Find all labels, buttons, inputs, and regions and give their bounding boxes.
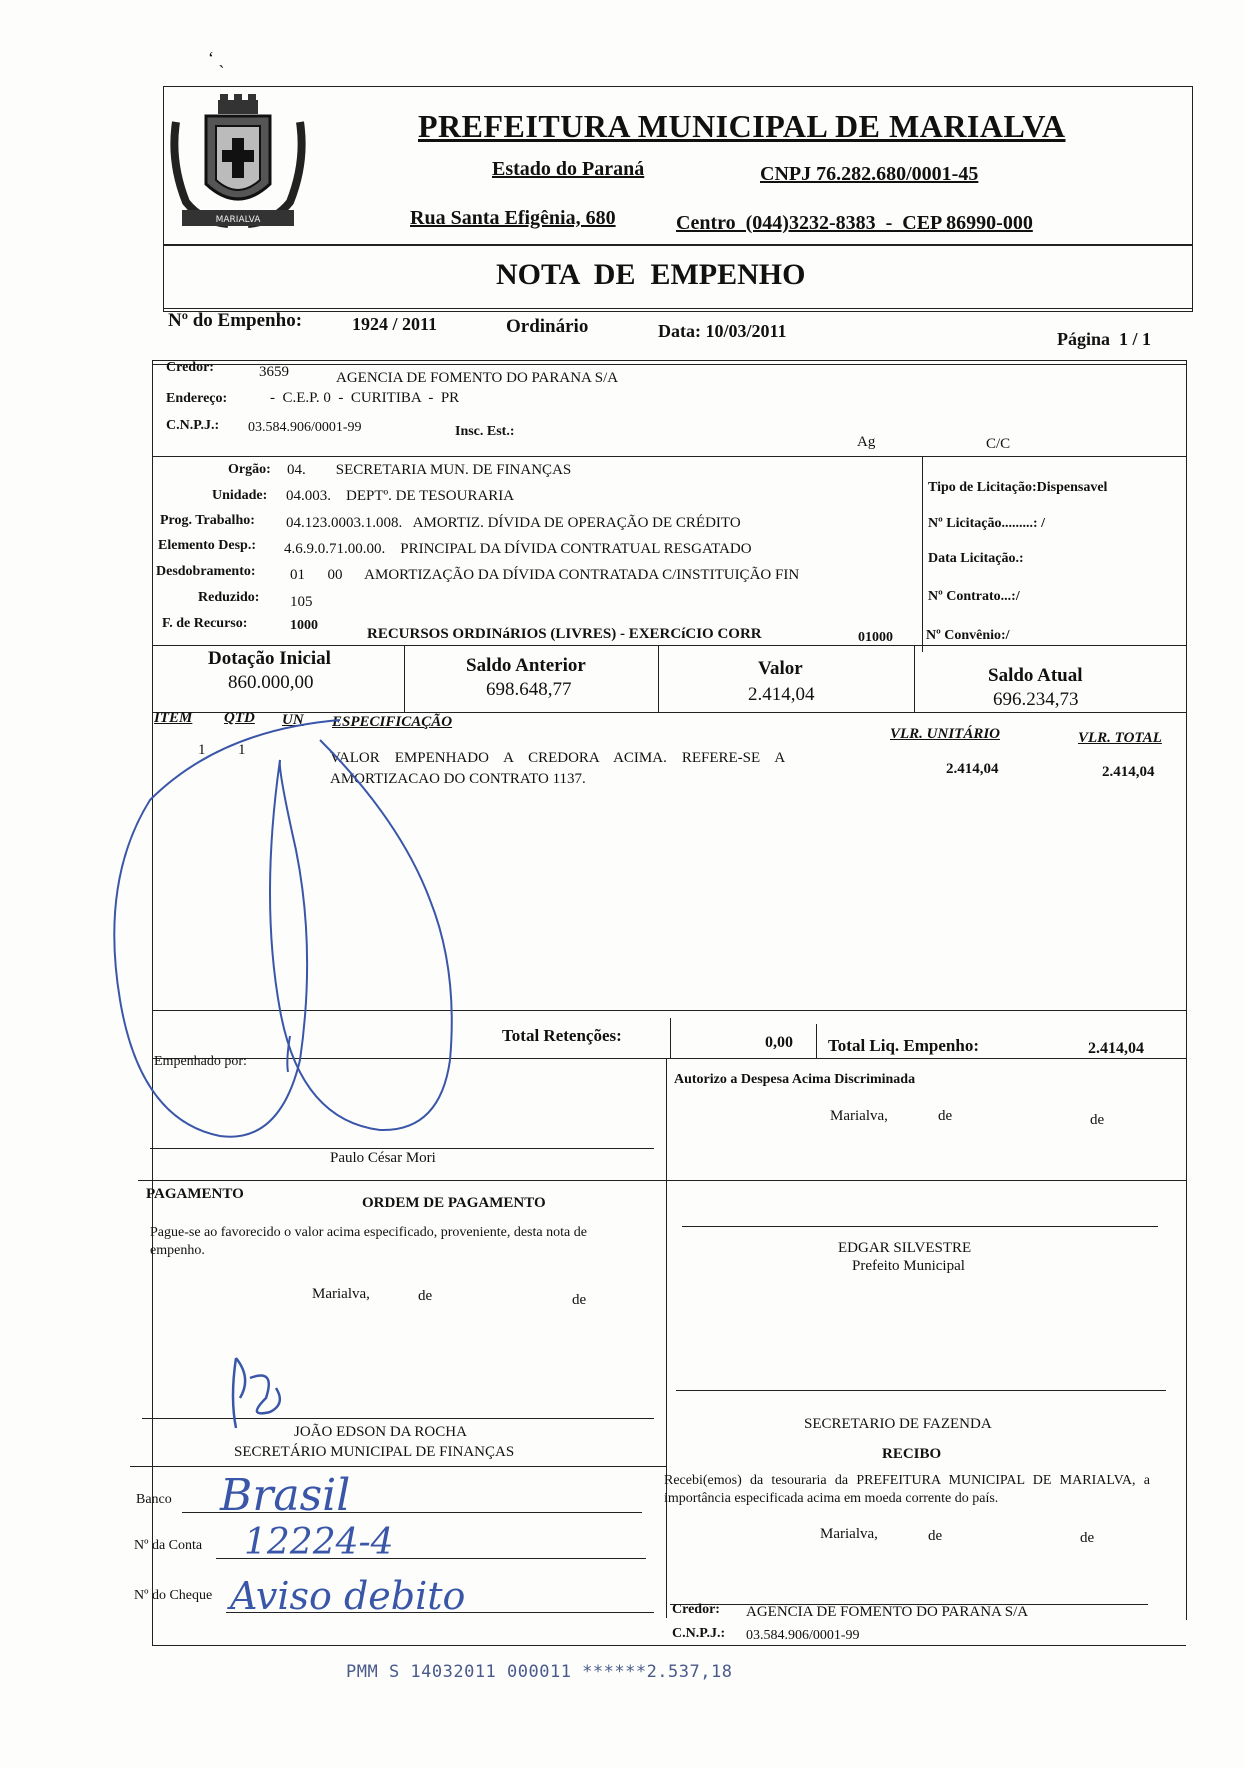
fonte-value: 1000 — [290, 618, 318, 633]
cheque-handwriting: Aviso debito — [230, 1574, 466, 1618]
ag-label: Ag — [857, 434, 876, 450]
doc-title: NOTA DE EMPENHO — [496, 258, 806, 291]
prefeito-title: Prefeito Municipal — [852, 1258, 965, 1274]
autorizo-de-2: de — [1090, 1112, 1105, 1128]
items-header-un: UN — [282, 712, 304, 728]
empenhado-name: Paulo César Mori — [330, 1150, 436, 1166]
insc-est-label: Insc. Est.: — [455, 424, 515, 439]
item-unit-value: 2.414,04 — [946, 761, 999, 777]
ordem-pagamento-label: ORDEM DE PAGAMENTO — [362, 1195, 546, 1211]
credor-top-line — [152, 364, 1186, 365]
empenho-date: Data: 10/03/2011 — [658, 321, 787, 341]
recibo-credor: AGENCIA DE FOMENTO DO PARANA S/A — [746, 1604, 1029, 1620]
secretario-name: JOÃO EDSON DA ROCHA — [294, 1424, 467, 1440]
saldo-atual-value: 696.234,73 — [993, 689, 1079, 710]
banco-top-line — [130, 1466, 666, 1467]
desd-value: 01 00 AMORTIZAÇÃO DA DÍVIDA CONTRATADA C/INSTITUIÇÃO FIN — [290, 567, 800, 583]
total-liq-label: Total Liq. Empenho: — [828, 1036, 979, 1055]
doc-title-divider — [163, 308, 1193, 309]
signature-scribble-icon — [110, 700, 670, 1170]
recibo-cnpj: 03.584.906/0001-99 — [746, 1628, 860, 1643]
credor-code: 3659 — [259, 364, 289, 380]
cheque-label: Nº do Cheque — [134, 1588, 213, 1603]
saldo-anterior-value: 698.648,77 — [486, 679, 572, 700]
recibo-label: RECIBO — [882, 1446, 942, 1462]
scan-mark: ʻ ˏ — [208, 48, 225, 68]
credor-name: AGENCIA DE FOMENTO DO PARANA S/A — [336, 370, 619, 386]
saldo-atual-label: Saldo Atual — [988, 665, 1083, 686]
pagamento-label: PAGAMENTO — [146, 1186, 244, 1202]
saldos-top-line — [152, 645, 1186, 646]
banco-label: Banco — [136, 1492, 172, 1507]
saldo-div-3 — [914, 645, 915, 712]
item-desc-line-2: AMORTIZACAO DO CONTRATO 1137. — [330, 771, 586, 787]
unidade-label: Unidade: — [212, 488, 268, 503]
totals-div-2 — [816, 1024, 817, 1058]
items-header-espec: ESPECIFICAÇÃO — [332, 714, 453, 730]
dotacao-inicial-label: Dotação Inicial — [208, 648, 331, 669]
unidade-value: 04.003. DEPTº. DE TESOURARIA — [286, 488, 515, 504]
header-state: Estado do Paraná — [492, 158, 645, 180]
valor-label: Valor — [758, 658, 803, 679]
secretario-title: SECRETÁRIO MUNICIPAL DE FINANÇAS — [234, 1444, 515, 1460]
recibo-credor-label: Credor: — [672, 1602, 720, 1617]
total-retencoes-label: Total Retenções: — [502, 1026, 622, 1045]
credor-cnpj-label: C.N.P.J.: — [166, 418, 220, 433]
prog-value: 04.123.0003.1.008. AMORTIZ. DÍVIDA DE OPERAÇÃO DE CRÉDITO — [286, 515, 741, 531]
licitacao-convenio: Nº Convênio:/ — [926, 628, 1010, 643]
municipal-coat-of-arms-icon — [168, 92, 308, 242]
total-retencoes-value: 0,00 — [765, 1034, 793, 1051]
empenho-type: Ordinário — [506, 316, 589, 337]
fazenda-sign-line — [676, 1390, 1166, 1391]
recibo-de-2: de — [1080, 1530, 1095, 1546]
dotacao-top-line — [152, 456, 1186, 457]
reduzido-value: 105 — [290, 594, 313, 610]
prog-label: Prog. Trabalho: — [160, 513, 255, 528]
fonte-desc: RECURSOS ORDINáRIOS (LIVRES) - EXERCíCIO CORR — [367, 626, 762, 642]
secretario-sign-line — [142, 1418, 654, 1419]
autorizo-place: Marialva, — [830, 1108, 888, 1124]
licitacao-tipo: Tipo de Licitação:Dispensavel — [928, 480, 1108, 495]
licitacao-data: Data Licitação.: — [928, 551, 1024, 566]
item-number: 1 — [198, 742, 206, 758]
total-liq-value: 2.414,04 — [1088, 1040, 1144, 1057]
dotacao-inicial-value: 860.000,00 — [228, 672, 314, 693]
empenhado-label: Empenhado por: — [154, 1054, 247, 1069]
elem-value: 4.6.9.0.71.00.00. PRINCIPAL DA DÍVIDA CONTRATUAL RESGATADO — [284, 541, 752, 557]
totals-div-1 — [670, 1018, 671, 1058]
saldo-anterior-label: Saldo Anterior — [466, 655, 586, 676]
credor-label: Credor: — [166, 360, 214, 375]
header-cnpj: CNPJ 76.282.680/0001-45 — [760, 163, 979, 185]
endereco-value: - C.E.P. 0 - CURITIBA - PR — [270, 390, 460, 406]
conta-handwriting: 12224-4 — [244, 1522, 394, 1563]
secretario-signature-icon — [226, 1348, 296, 1438]
endereco-label: Endereço: — [166, 391, 228, 406]
items-header-item: ITEM — [154, 710, 193, 726]
pagamento-text: Pague-se ao favorecido o valor acima especificado, proveniente, desta nota de empenho. — [150, 1225, 587, 1258]
credor-cnpj: 03.584.906/0001-99 — [248, 420, 362, 435]
pagamento-top-line — [138, 1180, 1186, 1181]
empenho-page: Página 1 / 1 — [1057, 329, 1152, 349]
orgao-label: Orgão: — [228, 462, 271, 477]
licitacao-contrato: Nº Contrato...:/ — [928, 589, 1020, 604]
reduzido-label: Reduzido: — [198, 590, 260, 605]
items-header-unit: VLR. UNITÁRIO — [890, 726, 1001, 742]
recibo-place: Marialva, — [820, 1526, 878, 1542]
machine-stamp: PMM S 14032011 000011 ******2.537,18 — [346, 1662, 733, 1682]
empenho-number: 1924 / 2011 — [352, 314, 438, 334]
recibo-de-1: de — [928, 1528, 943, 1544]
conta-label: Nº da Conta — [134, 1538, 203, 1553]
pagamento-de-2: de — [572, 1292, 587, 1308]
item-qtd: 1 — [238, 742, 246, 758]
items-header-qtd: QTD — [224, 710, 255, 726]
secretario-fazenda-label: SECRETARIO DE FAZENDA — [804, 1416, 992, 1432]
pagamento-de-1: de — [418, 1288, 433, 1304]
recibo-text: Recebi(emos) da tesouraria da PREFEITURA MUNICIPAL DE MARIALVA, a importância especificada acima em moeda corrente do país. — [664, 1473, 1150, 1506]
fonte-code: 01000 — [858, 630, 893, 645]
main-frame-right — [1186, 360, 1187, 1620]
item-desc-line-1: VALOR EMPENHADO A CREDORA ACIMA. REFERE-SE A — [330, 750, 786, 766]
autorizo-de-1: de — [938, 1108, 953, 1124]
orgao-value: 04. SECRETARIA MUN. DE FINANÇAS — [287, 462, 572, 478]
header-address: Rua Santa Efigênia, 680 — [410, 207, 616, 229]
banco-handwriting: Brasil — [220, 1470, 351, 1521]
cc-label: C/C — [986, 436, 1011, 452]
recibo-cnpj-label: C.N.P.J.: — [672, 1626, 726, 1641]
pagamento-place: Marialva, — [312, 1286, 370, 1302]
header-contact: Centro (044)3232-8383 - CEP 86990-000 — [676, 212, 1033, 234]
valor-value: 2.414,04 — [748, 684, 815, 705]
svg-text:MARIALVA: MARIALVA — [215, 215, 261, 225]
prefeito-name: EDGAR SILVESTRE — [838, 1240, 972, 1256]
empenho-number-label: Nº do Empenho: — [168, 310, 303, 331]
desd-label: Desdobramento: — [156, 564, 256, 579]
item-total-value: 2.414,04 — [1102, 764, 1155, 780]
prefeito-sign-line — [682, 1226, 1158, 1227]
licitacao-divider — [922, 456, 923, 652]
header-title: PREFEITURA MUNICIPAL DE MARIALVA — [418, 108, 1066, 144]
licitacao-num: Nº Licitação.........: / — [928, 516, 1045, 531]
items-header-total: VLR. TOTAL — [1078, 730, 1162, 746]
elem-label: Elemento Desp.: — [158, 538, 256, 553]
fonte-label: F. de Recurso: — [162, 616, 248, 631]
autorizo-label: Autorizo a Despesa Acima Discriminada — [674, 1072, 916, 1087]
